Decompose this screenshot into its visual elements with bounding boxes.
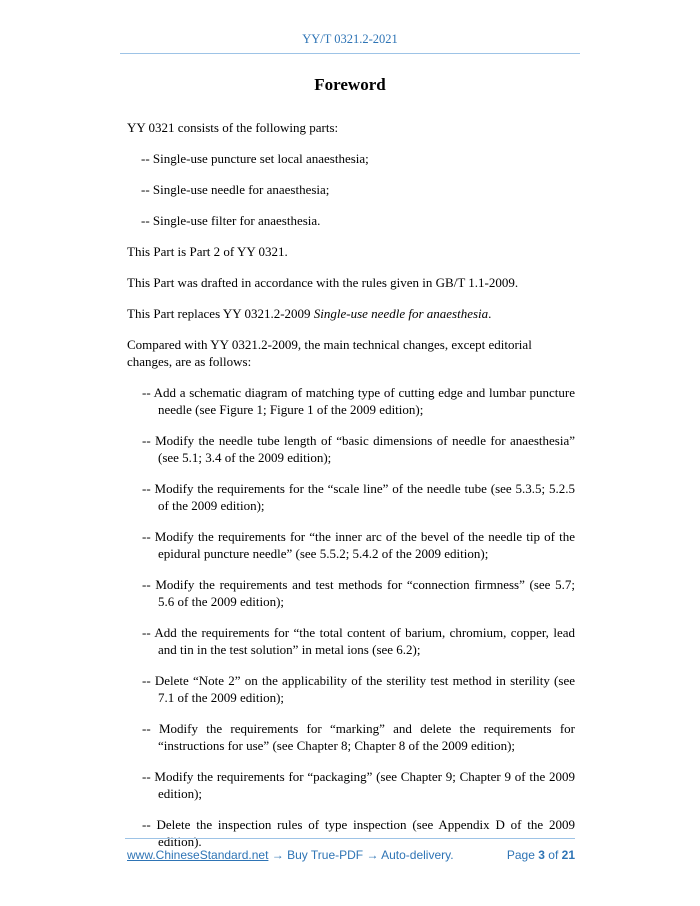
running-header: YY/T 0321.2-2021 [302,32,398,46]
promo-text: → Buy True-PDF → Auto-delivery. [268,848,454,862]
change-list-item: -- Modify the requirements for the “scale line” of the needle tube (see 5.3.5; 5.2.5 of the 2009 edition); [142,481,575,513]
part-list-item: -- Single-use filter for anaesthesia. [141,213,321,228]
change-list-item: -- Modify the requirements for “packaging” (see Chapter 9; Chapter 9 of the 2009 edition); [142,769,575,801]
replaced-standard-title: Single-use needle for anaesthesia [313,306,489,321]
change-list-item: -- Modify the requirements and test methods for “connection firmness” (see 5.7; 5.6 of the 2009 edition); [142,577,575,609]
part-list-item: -- Single-use puncture set local anaesthesia; [141,151,369,166]
change-list-item: -- Add the requirements for “the total content of barium, chromium, copper, lead and tin in the test solution” in metal ions (see 6.2); [142,625,575,657]
document-body [127,119,575,863]
changes-intro: Compared with YY 0321.2-2009, the main technical changes, except editorial changes, are as follows: [127,337,532,369]
page-number [507,848,575,862]
page-footer [127,848,575,864]
change-list-item: -- Add a schematic diagram of matching type of cutting edge and lumbar puncture needle (see Figure 1; Figure 1 of the 2009 edition); [142,385,575,417]
page-of: of [548,848,559,862]
replaces-prefix: This Part replaces YY 0321.2-2009 [127,306,314,321]
change-list-item: -- Modify the requirements for “marking” and delete the requirements for “instructions for use” (see Chapter 8; Chapter 8 of the 2009 edition); [142,721,575,753]
page-label: Page [506,848,535,862]
part-statement: This Part is Part 2 of YY 0321. [127,244,288,259]
change-list-item: -- Modify the needle tube length of “basic dimensions of needle for anaesthesia” (see 5.1; 3.4 of the 2009 edition); [142,433,575,465]
page-current: 3 [538,848,545,862]
footer-promo [127,848,454,862]
page-title: Foreword [314,75,386,94]
part-list-item: -- Single-use needle for anaesthesia; [141,182,330,197]
page-total: 21 [561,848,575,862]
change-list-item: -- Modify the requirements for “the inner arc of the bevel of the needle tip of the epidural puncture needle” (see 5.5.2; 5.4.2 of the 2009 edition); [142,529,575,561]
change-list-item: -- Delete “Note 2” on the applicability of the sterility test method in sterility (see 7.1 of the 2009 edition); [142,673,575,705]
intro-paragraph: YY 0321 consists of the following parts: [127,120,339,135]
footer-divider [125,838,575,839]
change-list-item: -- Delete the inspection rules of type inspection (see Appendix D of the 2009 edition). [142,817,575,849]
drafting-statement: This Part was drafted in accordance with the rules given in GB/T 1.1-2009. [127,275,519,290]
header-divider [120,53,580,54]
replaces-suffix: . [488,306,492,321]
replaces-statement [127,305,575,322]
website-link[interactable]: www.ChineseStandard.net [127,848,269,862]
